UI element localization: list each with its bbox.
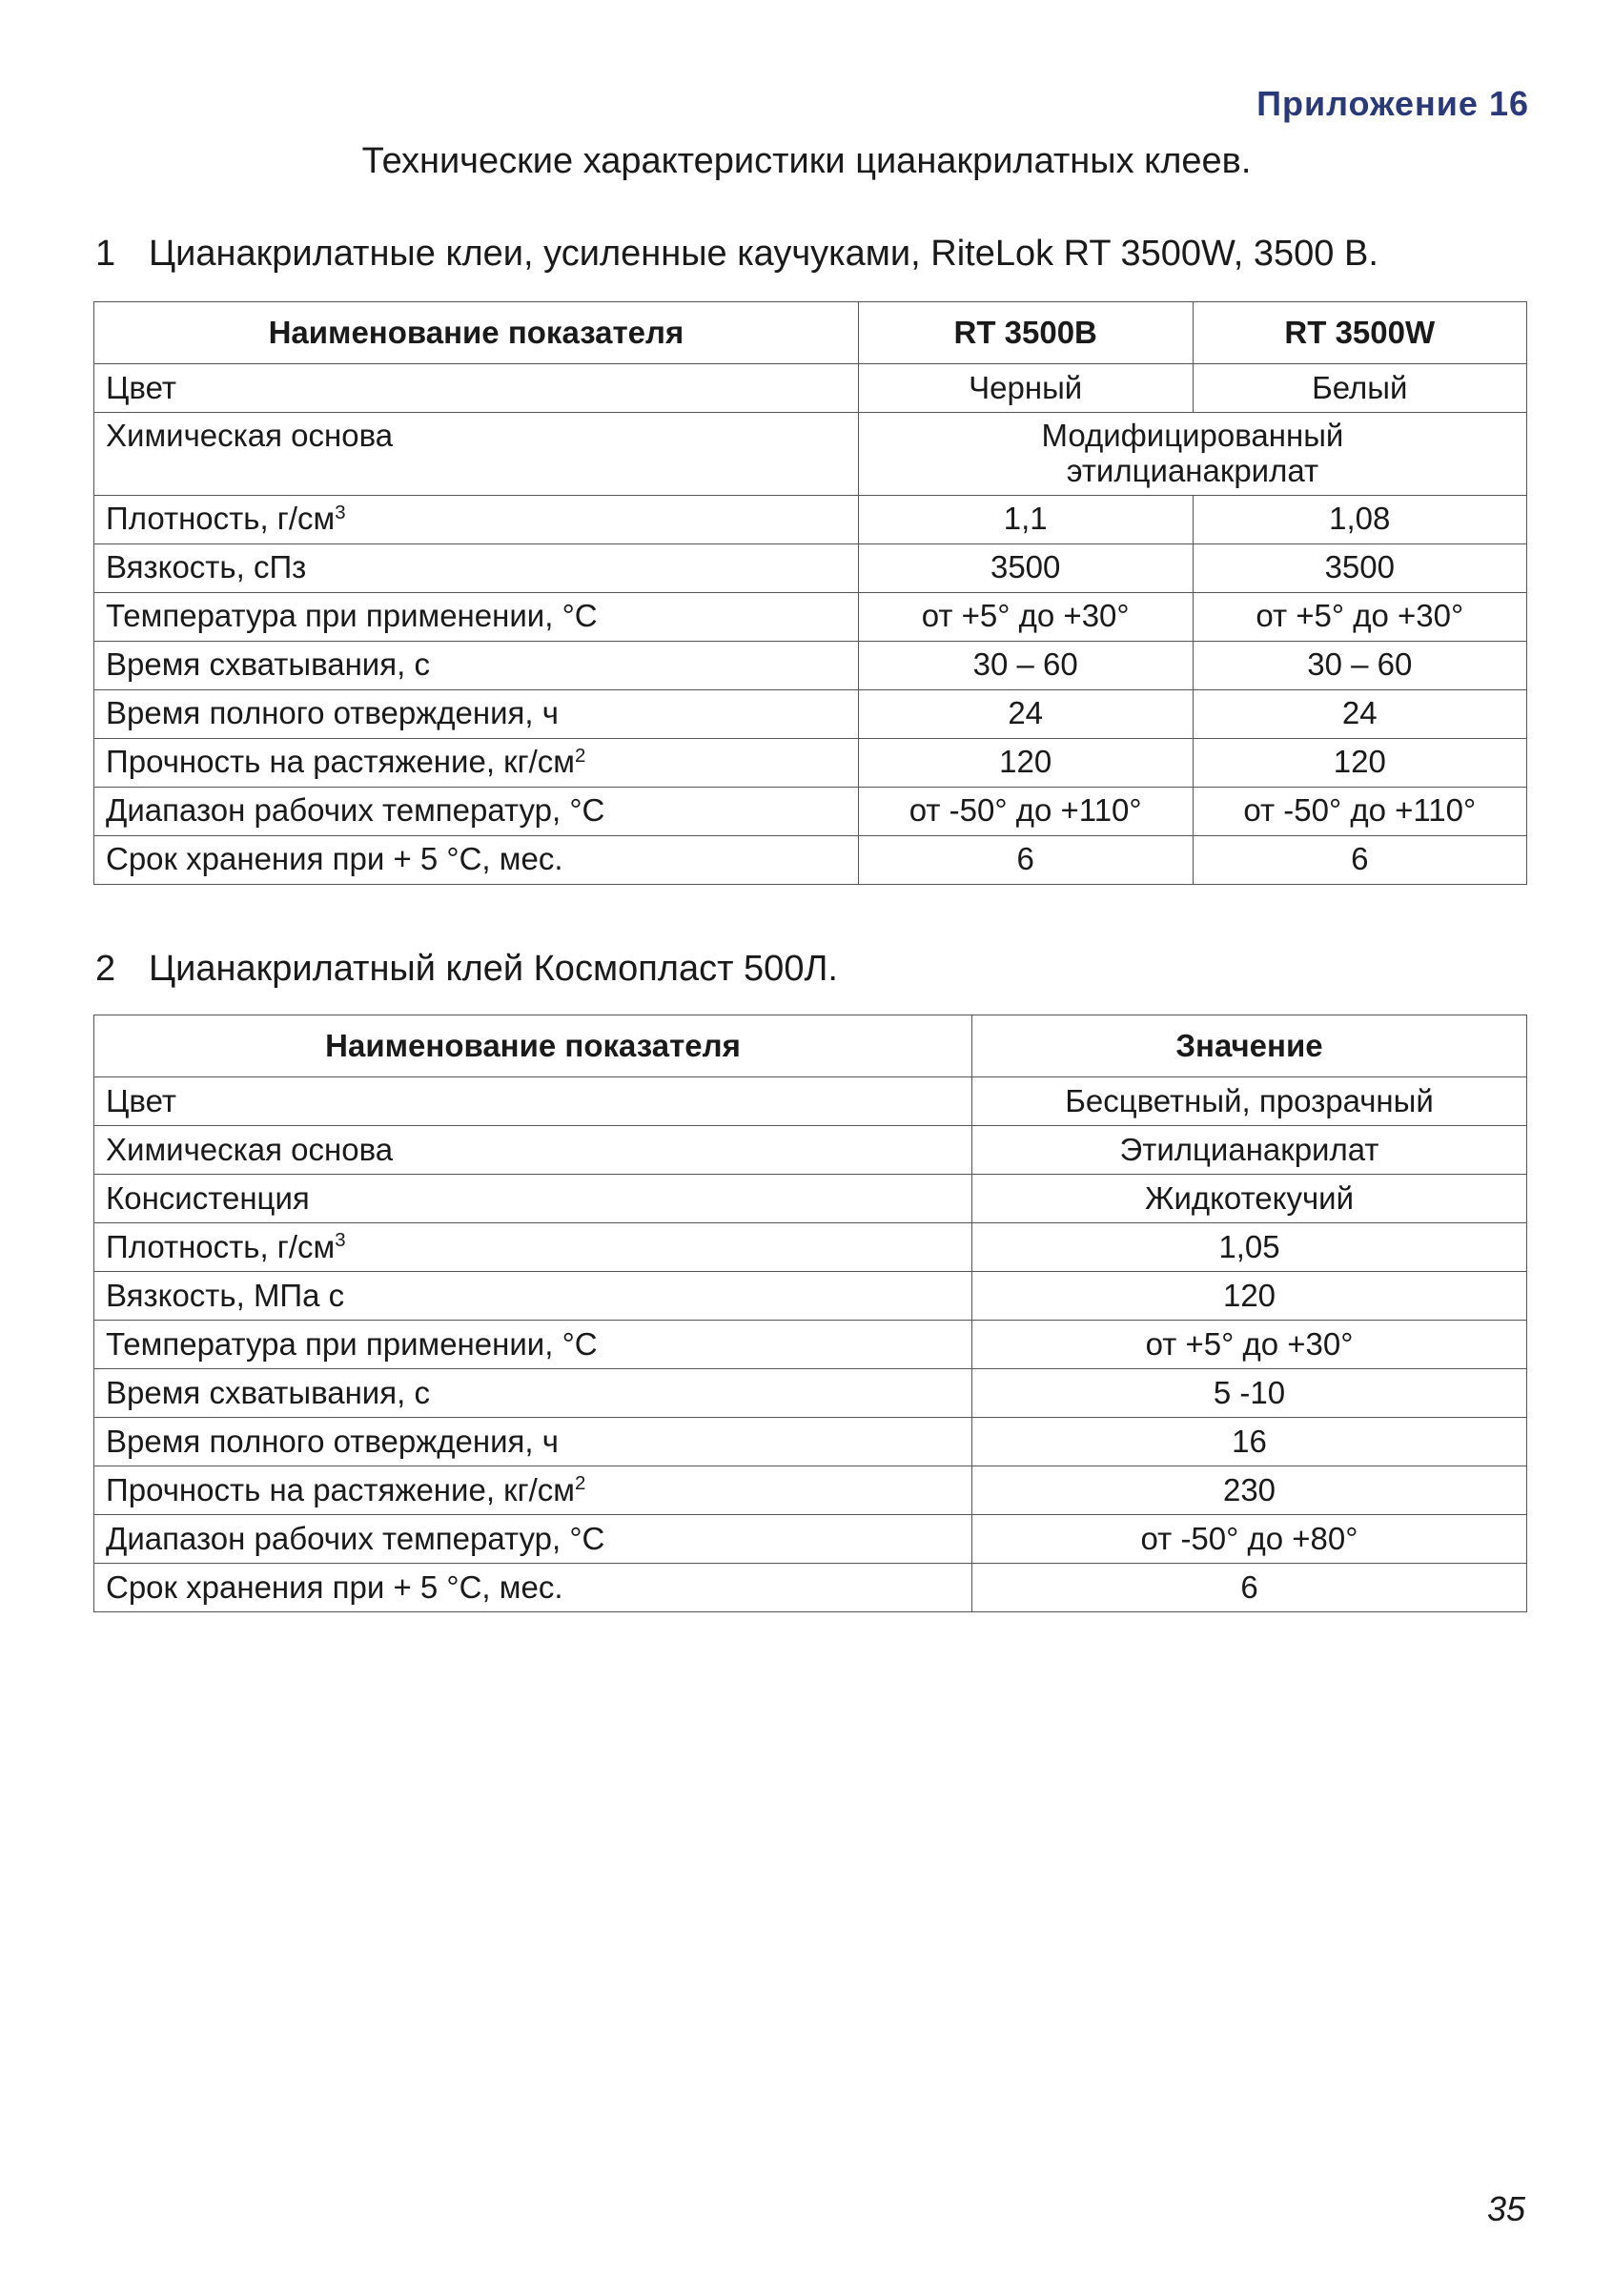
superscript: 2 [575,745,586,768]
row-label: Диапазон рабочих температур, °С [94,1515,972,1564]
table-row [94,738,1527,787]
value-rt3500b: от +5° до +30° [858,592,1193,641]
section-number: 1 [95,234,116,274]
row-label: Консистенция [94,1175,972,1223]
row-value: 16 [972,1418,1527,1466]
row-label: Время схватывания, с [94,641,859,689]
value-rt3500w: 1,08 [1193,495,1526,543]
value-rt3500w: от -50° до +110° [1193,787,1526,835]
table-row [94,1223,1527,1272]
table-header-row [94,302,1527,364]
table-row [94,1272,1527,1321]
header-rt3500b: RT 3500B [858,302,1193,364]
row-label: Вязкость, сПз [94,543,859,592]
table-row [94,1126,1527,1175]
merged-line-1: Модифицированный [1041,418,1344,453]
row-value: 5 -10 [972,1369,1527,1418]
table-header-row [94,1015,1527,1077]
section-title: Цианакрилатные клеи, усиленные каучуками, RiteLok RT 3500W, 3500 В. [149,234,1378,274]
value-rt3500b: 1,1 [858,495,1193,543]
row-value: 1,05 [972,1223,1527,1272]
superscript: 2 [575,1472,586,1495]
page-number: 35 [1486,2189,1525,2228]
row-value: Бесцветный, прозрачный [972,1077,1527,1126]
value-rt3500b: 6 [858,835,1193,884]
table-row [94,641,1527,689]
table-row [94,592,1527,641]
row-label: Срок хранения при + 5 °С, мес. [94,1564,972,1612]
header-value: Значение [972,1015,1527,1077]
value-rt3500w: 24 [1193,689,1526,738]
row-value: от +5° до +30° [972,1321,1527,1369]
value-rt3500w: 3500 [1193,543,1526,592]
row-label: Время полного отверждения, ч [94,1418,972,1466]
table-row [94,1515,1527,1564]
table-row [94,364,1527,413]
table-row [94,1564,1527,1612]
row-label: Диапазон рабочих температур, °С [94,787,859,835]
row-label: Цвет [94,364,859,413]
row-label: Вязкость, МПа с [94,1272,972,1321]
value-rt3500w: 120 [1193,738,1526,787]
kosmoplast-specs-table [93,1015,1527,1612]
value-rt3500b: 120 [858,738,1193,787]
row-label: Цвет [94,1077,972,1126]
value-rt3500b: 30 – 60 [858,641,1193,689]
table-row [94,1418,1527,1466]
section-2-heading [95,949,838,990]
table-row [94,495,1527,543]
row-label: Плотность, $г/см^3$ [94,1223,972,1272]
superscript: 3 [335,1229,346,1252]
header-parameter: Наименование показателя [94,302,859,364]
value-rt3500b: 24 [858,689,1193,738]
section-number: 2 [95,949,116,989]
row-value: 120 [972,1272,1527,1321]
row-label: Химическая основа [94,413,859,496]
value-rt3500b: 3500 [858,543,1193,592]
row-label: Прочность на растяжение, $кг/см^2$ [94,1466,972,1515]
header-rt3500w: RT 3500W [1193,302,1526,364]
document-title: Технические характеристики цианакрилатных клеев. [361,141,1252,181]
table-row [94,413,1527,496]
row-value: 6 [972,1564,1527,1612]
table-row [94,689,1527,738]
section-1-heading [95,234,1378,275]
ritelok-specs-table [93,301,1527,885]
value-rt3500w: 30 – 60 [1193,641,1526,689]
row-label: Температура при применении, °С [94,592,859,641]
merged-line-2: этилцианакрилат [1066,452,1319,488]
table-row [94,835,1527,884]
row-value: Этилцианакрилат [972,1126,1527,1175]
value-rt3500w: от +5° до +30° [1193,592,1526,641]
value-rt3500w: 6 [1193,835,1526,884]
value-merged [858,413,1526,496]
value-rt3500w: Белый [1193,364,1526,413]
table-row [94,1369,1527,1418]
table-row [94,1175,1527,1223]
appendix-label: Приложение 16 [1256,84,1529,123]
value-rt3500b: от -50° до +110° [858,787,1193,835]
header-parameter: Наименование показателя [94,1015,972,1077]
row-value: 230 [972,1466,1527,1515]
row-label: Прочность на растяжение, $кг/см^2$ [94,738,859,787]
row-label: Время схватывания, с [94,1369,972,1418]
row-label: Время полного отверждения, ч [94,689,859,738]
row-label: Химическая основа [94,1126,972,1175]
row-label: Срок хранения при + 5 °С, мес. [94,835,859,884]
table-row [94,1321,1527,1369]
table-row [94,787,1527,835]
row-value: от -50° до +80° [972,1515,1527,1564]
table-row [94,1466,1527,1515]
row-label: Температура при применении, °С [94,1321,972,1369]
section-title: Цианакрилатный клей Космопласт 500Л. [149,949,838,989]
value-rt3500b: Черный [858,364,1193,413]
row-label: Плотность, $г/см^3$ [94,495,859,543]
table-row [94,1077,1527,1126]
row-value: Жидкотекучий [972,1175,1527,1223]
superscript: 3 [335,502,346,524]
table-row [94,543,1527,592]
